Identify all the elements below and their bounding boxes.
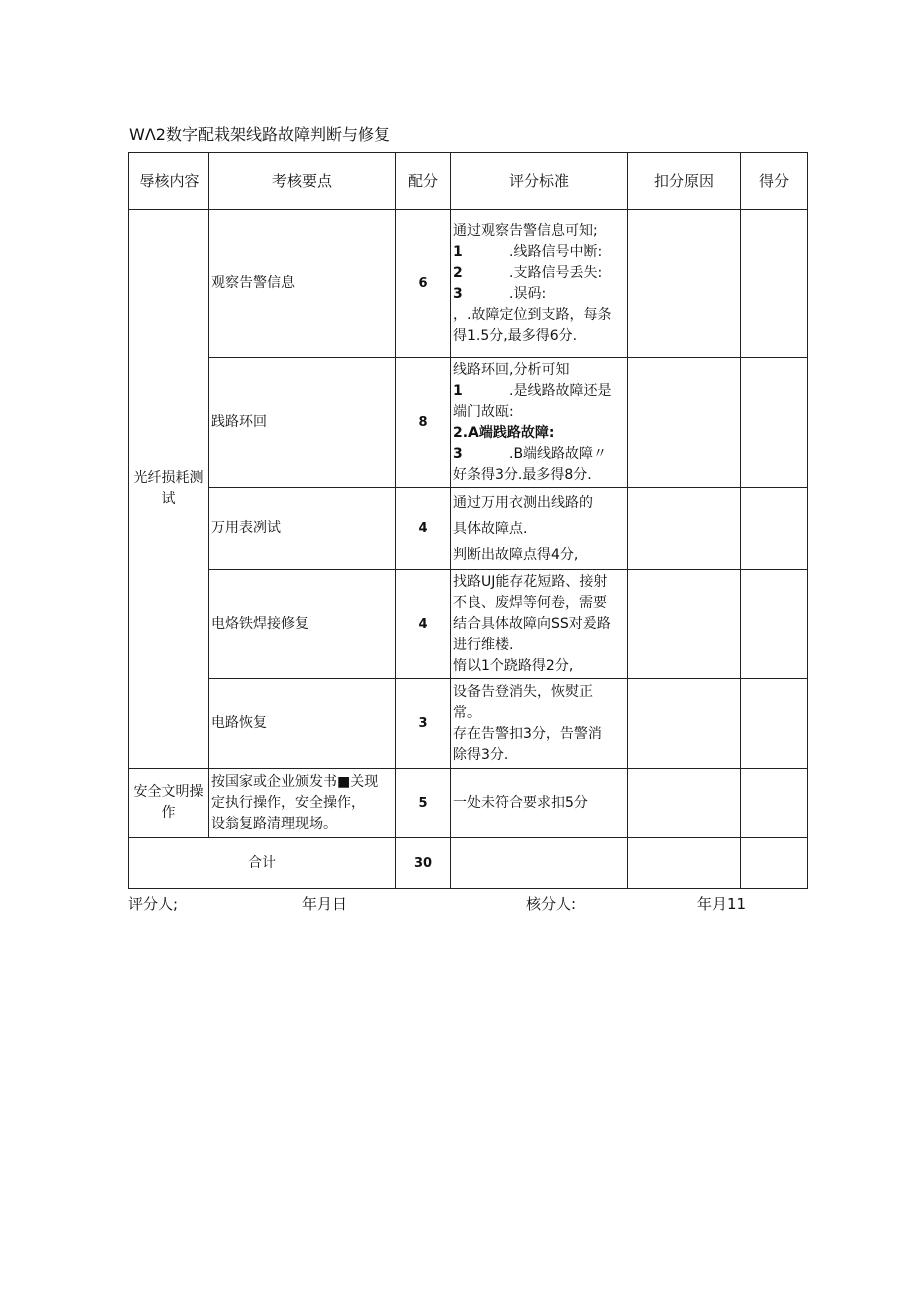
deduction-cell	[628, 679, 741, 769]
table-row	[129, 679, 808, 769]
got-cell	[741, 838, 808, 889]
total-label: 合计	[129, 838, 396, 889]
deduction-cell	[628, 488, 741, 570]
total-score: 30	[396, 838, 451, 889]
safety-label-line: 安全文明操	[133, 784, 204, 800]
header-content: 辱核内容	[129, 153, 209, 210]
point-cell: 万用表冽试	[209, 488, 396, 570]
standard-cell: 一处未符合要求扣5分	[451, 769, 628, 838]
table-row	[129, 488, 808, 570]
total-row	[129, 838, 808, 889]
standard-cell	[451, 679, 628, 769]
standard-line: 端门故瓯:	[453, 404, 514, 420]
got-cell	[741, 570, 808, 679]
standard-line: .线路信号中断:	[509, 244, 603, 260]
table-row	[129, 570, 808, 679]
standard-line: 设备告登消失，恢熨正	[453, 684, 593, 700]
standard-line: 具体故障点.	[453, 521, 528, 537]
safety-label-cell	[129, 769, 209, 838]
deduction-cell	[628, 358, 741, 488]
point-cell: 践路环回	[209, 358, 396, 488]
header-deduction: 扣分原因	[628, 153, 741, 210]
table-row	[129, 358, 808, 488]
table-row	[129, 769, 808, 838]
standard-line: 2.A端践路故障:	[453, 425, 555, 441]
got-cell	[741, 210, 808, 358]
got-cell	[741, 358, 808, 488]
got-cell	[741, 769, 808, 838]
standard-line: 惰以1个跷路得2分,	[453, 658, 574, 674]
score-cell: 3	[396, 679, 451, 769]
standard-line: 除得3分.	[453, 747, 509, 763]
standard-line: 好条得3分.最多得8分.	[453, 467, 592, 483]
standard-cell	[451, 210, 628, 358]
standard-cell	[451, 358, 628, 488]
safety-label-line: 作	[161, 805, 176, 821]
assessment-table	[128, 152, 808, 889]
safety-point-line: 设翁复路清理现场。	[211, 815, 337, 832]
safety-point-cell	[209, 769, 396, 838]
standard-line: 存在告警扣3分，告警消	[453, 726, 602, 742]
point-cell: 电烙铁焊接修复	[209, 570, 396, 679]
score-cell: 5	[396, 769, 451, 838]
standard-line: 得1.5分,最多得6分.	[453, 328, 578, 344]
rater-label: 评分人;	[128, 895, 179, 913]
safety-point-line: 定执行操作，安全操作，	[211, 794, 365, 811]
standard-cell	[451, 838, 628, 889]
list-number: 1	[453, 383, 463, 399]
standard-line: .是线路故障还是	[509, 383, 612, 399]
deduction-cell	[628, 838, 741, 889]
point-cell: 电路恢复	[209, 679, 396, 769]
header-standard: 评分标准	[451, 153, 628, 210]
standard-line: 进行维楼.	[453, 637, 514, 653]
deduction-cell	[628, 769, 741, 838]
group-label-cell	[129, 210, 209, 769]
header-row	[129, 153, 808, 210]
standard-line: 不良、废焊等何卷，需要	[453, 595, 607, 611]
standard-line: 常。	[453, 705, 481, 721]
header-got: 得分	[741, 153, 808, 210]
checker-label: 核分人:	[526, 895, 577, 913]
rater-date: 年月日	[302, 895, 348, 913]
deduction-cell	[628, 570, 741, 679]
point-cell: 观察告警信息	[209, 210, 396, 358]
score-cell: 8	[396, 358, 451, 488]
standard-line: 线路环回,分析可知	[453, 362, 570, 378]
safety-point-line: 按国家或企业颁发书■关现	[211, 773, 379, 790]
standard-line: .支路信号丢失:	[509, 265, 603, 281]
standard-line: 找路UJ能存花短路、接射	[453, 574, 608, 590]
got-cell	[741, 488, 808, 570]
standard-line: .B端线路故障〃	[509, 446, 608, 462]
header-score: 配分	[396, 153, 451, 210]
list-number: 1	[453, 244, 463, 260]
standard-line: 结合具体故障向SS对爰路	[453, 616, 611, 632]
deduction-cell	[628, 210, 741, 358]
list-number: 2	[453, 265, 463, 281]
standard-line: 判断出故障点得4分,	[453, 547, 579, 563]
score-cell: 4	[396, 570, 451, 679]
document-title: WΛ2数字配栽架线路故障判断与修复	[129, 125, 390, 144]
list-number: 3	[453, 286, 463, 302]
standard-line: .误码:	[509, 286, 547, 302]
list-number: 3	[453, 446, 463, 462]
score-cell: 4	[396, 488, 451, 570]
standard-cell	[451, 570, 628, 679]
standard-line: 通过观察告警信息可知;	[453, 223, 598, 239]
header-points: 考核要点	[209, 153, 396, 210]
group-label: 光纤损耗测试	[133, 470, 204, 507]
standard-line: 通过万用衣测出线路的	[453, 495, 593, 511]
table-row	[129, 210, 808, 358]
standard-line: ，.故障定位到支路，每条	[453, 307, 612, 323]
score-cell: 6	[396, 210, 451, 358]
checker-date: 年月11	[697, 895, 747, 913]
got-cell	[741, 679, 808, 769]
standard-cell	[451, 488, 628, 570]
